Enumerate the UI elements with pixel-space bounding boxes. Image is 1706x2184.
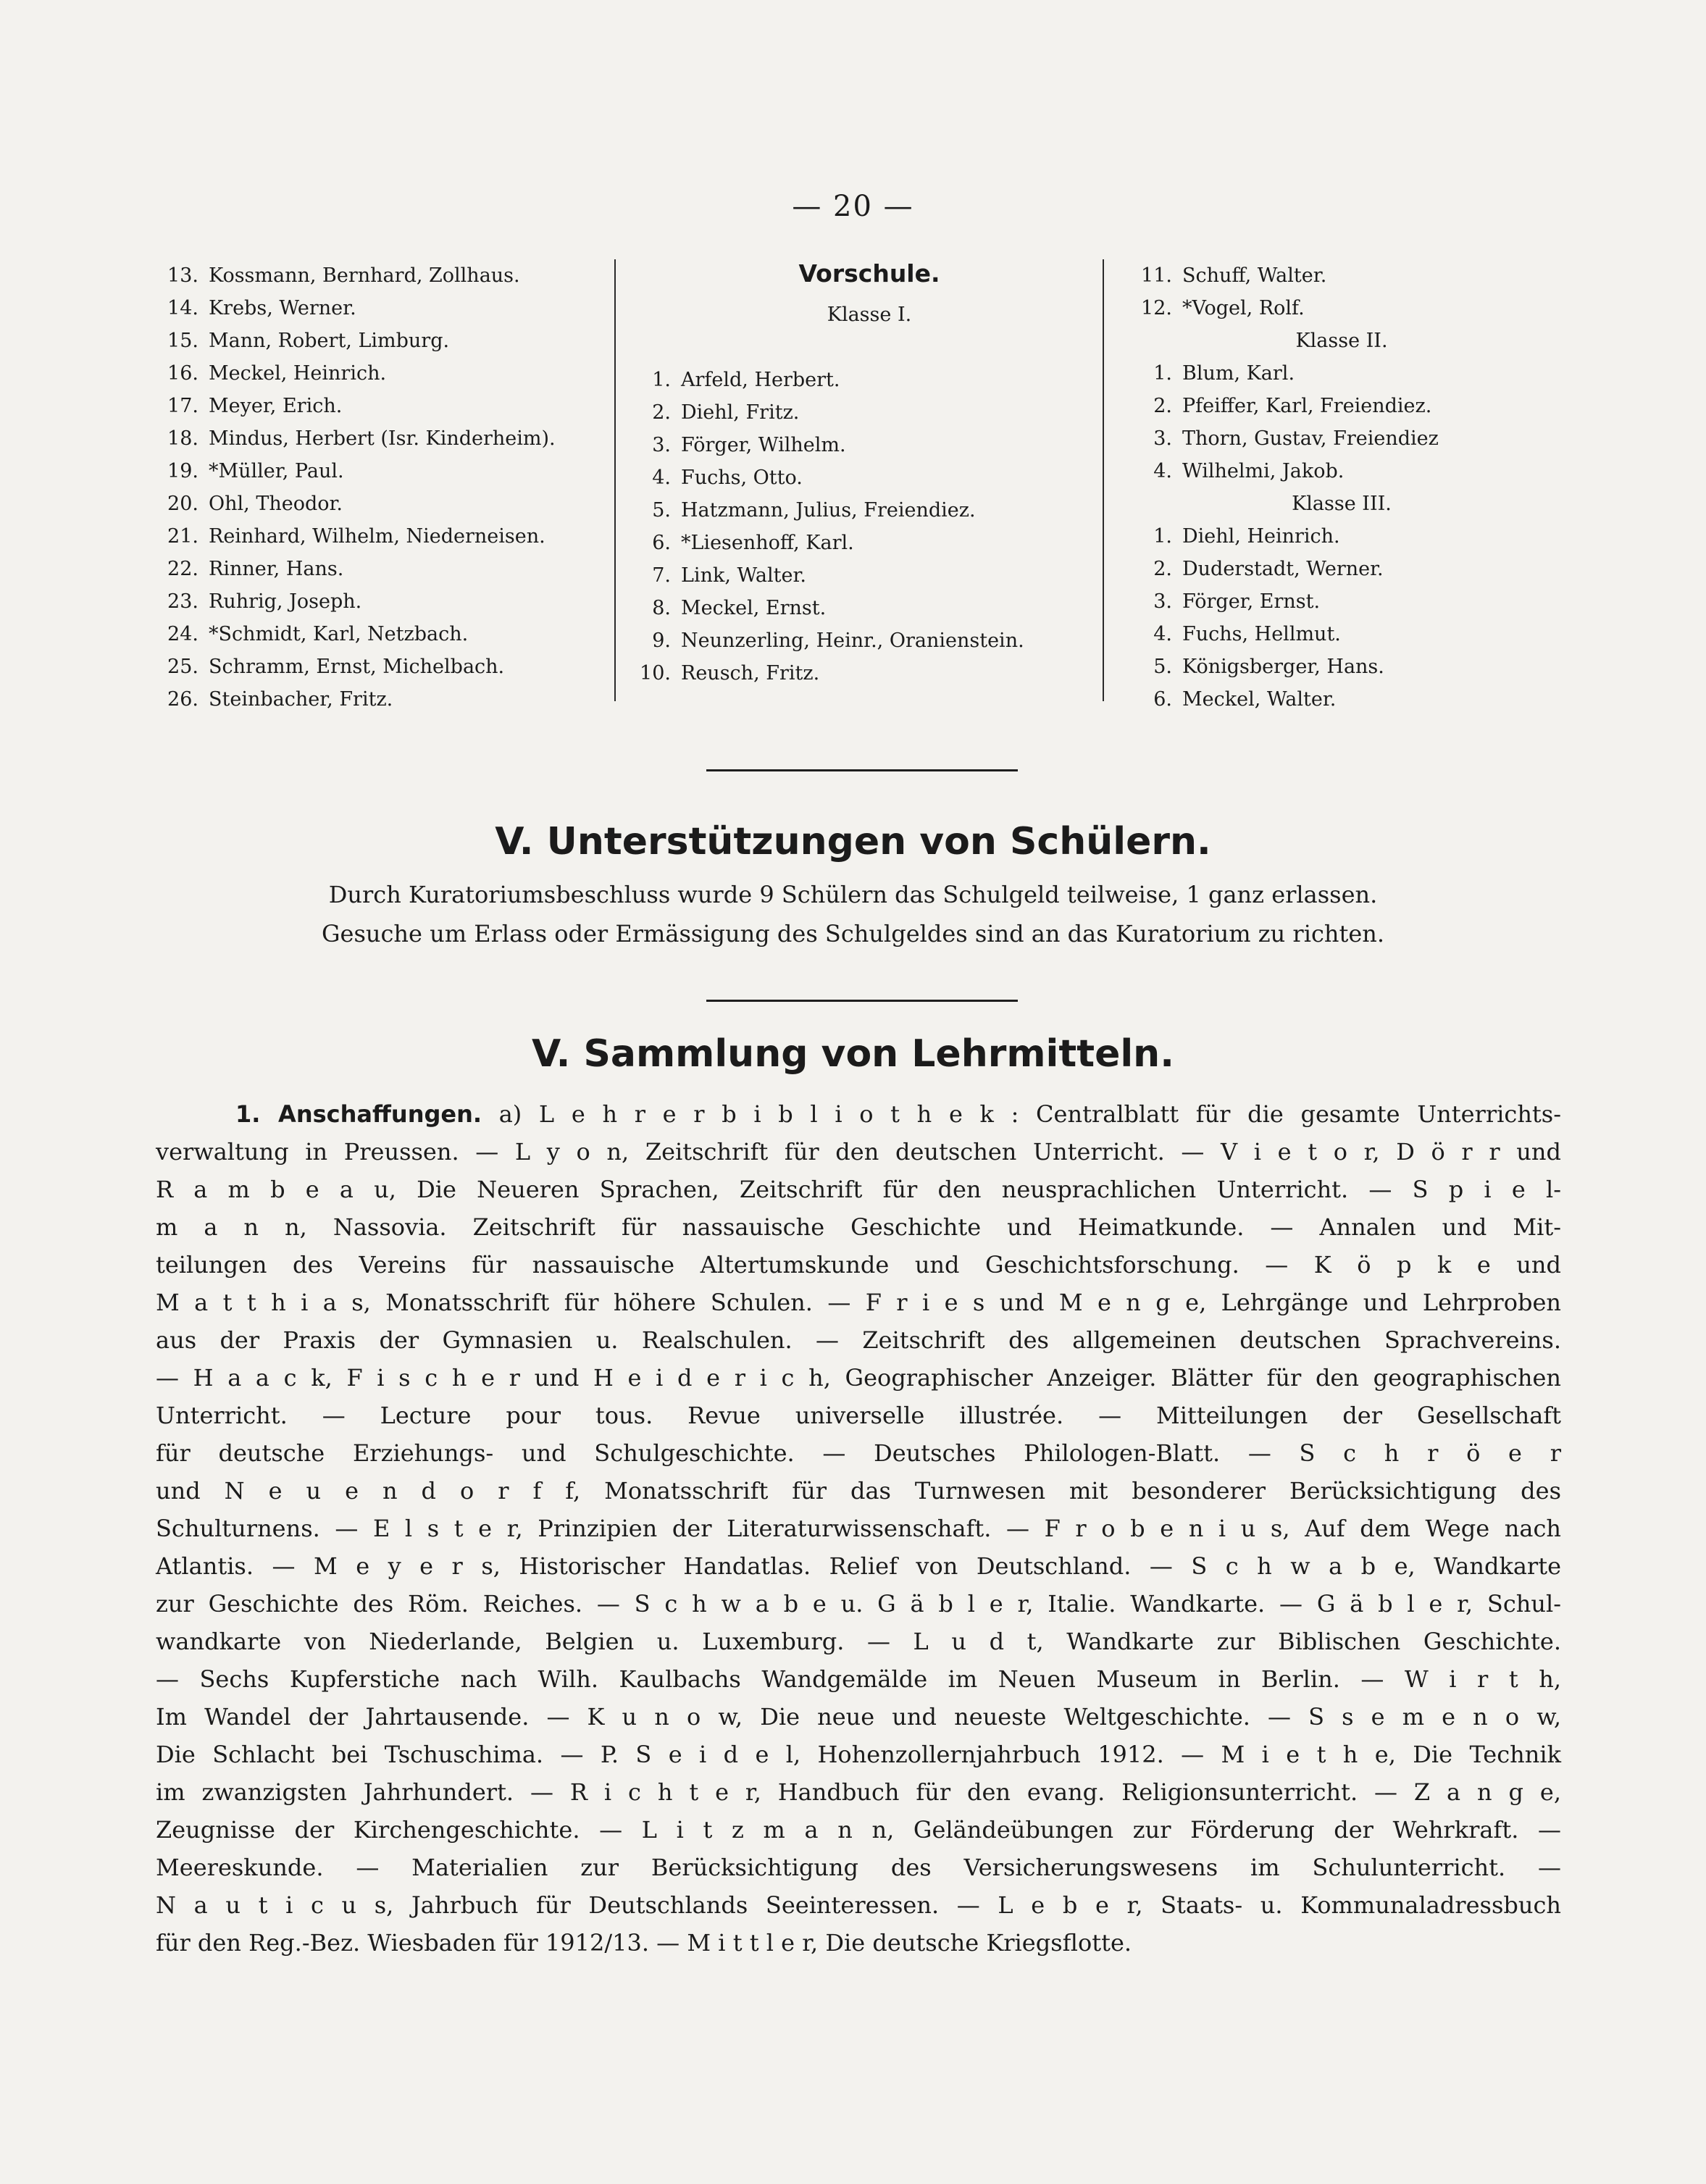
- student-entry: [165, 325, 600, 357]
- materials-line: wandkarte von Niederlande, Belgien u. Luxemburg. — L u d t, Wandkarte zur Biblischen Geschichte.: [156, 1628, 1561, 1655]
- entry-number: 9.: [652, 629, 671, 652]
- student-name: Meckel, Ernst.: [681, 597, 827, 619]
- section-rule: [706, 769, 1018, 771]
- entry-number: 26.: [167, 688, 198, 711]
- materials-line: — H a a c k, F i s c h e r und H e i d e r i c h, Geographischer Anzeiger. Blätter für den geographischen: [156, 1364, 1561, 1392]
- student-name: Steinbacher, Fritz.: [209, 688, 393, 711]
- entry-number: 14.: [167, 297, 198, 319]
- student-name: *Schmidt, Karl, Netzbach.: [209, 623, 469, 645]
- materials-line: für deutsche Erziehungs- und Schulgeschichte. — Deutsches Philologen-Blatt. — S c h r ö e r: [156, 1439, 1561, 1467]
- student-name: Blum, Karl.: [1182, 362, 1295, 385]
- materials-line: teilungen des Vereins für nassauische Altertumskunde und Geschichtsforschung. — K ö p k e und: [156, 1251, 1561, 1279]
- entry-number: 24.: [167, 623, 198, 645]
- entry-number: 4.: [1153, 623, 1172, 645]
- student-entry: [637, 396, 1101, 429]
- column-divider: [614, 259, 616, 701]
- student-entry: [1139, 585, 1544, 618]
- entry-number: 19.: [167, 460, 198, 482]
- student-entry: [1139, 259, 1544, 292]
- entry-number: 3.: [1153, 590, 1172, 613]
- entry-number: 11.: [1141, 264, 1172, 287]
- materials-first-line: [156, 1095, 1561, 1133]
- student-name: Duderstadt, Werner.: [1182, 558, 1384, 580]
- student-entry: [165, 553, 600, 585]
- materials-line: für den Reg.-Bez. Wiesbaden für 1912/13. — M i t t l e r, Die deutsche Kriegsflotte.: [156, 1929, 1132, 1957]
- entry-number: 4.: [652, 466, 671, 489]
- materials-line: — Sechs Kupferstiche nach Wilh. Kaulbachs Wandgemälde im Neuen Museum in Berlin. — W i r t h,: [156, 1665, 1561, 1693]
- materials-line: Zeugnisse der Kirchengeschichte. — L i t z m a n n, Geländeübungen zur Förderung der Wehrkraft. —: [156, 1816, 1561, 1844]
- student-entry: [165, 259, 600, 292]
- support-line-2: Gesuche um Erlass oder Ermässigung des Schulgeldes sind an das Kuratorium zu richten.: [321, 920, 1385, 947]
- materials-line: N a u t i c u s, Jahrbuch für Deutschlands Seeinteressen. — L e b e r, Staats- u. Kommunaladressbuch: [156, 1891, 1561, 1919]
- student-name: Neunzerling, Heinr., Oranienstein.: [681, 629, 1024, 652]
- student-name: Reinhard, Wilhelm, Niederneisen.: [209, 525, 545, 548]
- student-entry: [165, 618, 600, 650]
- materials-paragraph: [156, 1095, 1561, 1962]
- entry-number: 1.: [1153, 525, 1172, 548]
- entry-number: 1.: [652, 369, 671, 391]
- entry-number: 10.: [640, 662, 671, 685]
- student-entry: [637, 559, 1101, 592]
- section-rule: [706, 1000, 1018, 1002]
- entry-number: 12.: [1141, 297, 1172, 319]
- materials-line: Die Schlacht bei Tschuschima. — P. S e i d e l, Hohenzollernjahrbuch 1912. — M i e t h e, Die Technik: [156, 1741, 1561, 1768]
- student-entry: [165, 390, 600, 422]
- entry-number: 4.: [1153, 460, 1172, 482]
- student-entry: [165, 683, 600, 716]
- materials-line: Atlantis. — M e y e r s, Historischer Handatlas. Relief von Deutschland. — S c h w a b e, Wandkarte: [156, 1552, 1561, 1580]
- entry-number: 17.: [167, 395, 198, 417]
- student-entry: [1139, 650, 1544, 683]
- materials-line: R a m b e a u, Die Neueren Sprachen, Zeitschrift für den neusprachlichen Unterricht. — S p i e l-: [156, 1176, 1561, 1203]
- materials-first-line-text: a) L e h r e r b i b l i o t h e k : Centralblatt für die gesamte Unterrichts-: [498, 1100, 1562, 1128]
- klasse-1-label: Klasse I.: [827, 304, 912, 326]
- materials-line: und N e u e n d o r f f, Monatsschrift für das Turnwesen mit besonderer Berücksichtigung des: [156, 1477, 1561, 1505]
- student-name: Meckel, Heinrich.: [209, 362, 387, 385]
- student-name: Förger, Wilhelm.: [681, 434, 846, 456]
- student-name: Förger, Ernst.: [1182, 590, 1321, 613]
- entry-number: 16.: [167, 362, 198, 385]
- support-line-1: Durch Kuratoriumsbeschluss wurde 9 Schülern das Schulgeld teilweise, 1 ganz erlassen.: [328, 881, 1378, 908]
- student-entry: [637, 461, 1101, 494]
- materials-line: verwaltung in Preussen. — L y o n, Zeitschrift für den deutschen Unterricht. — V i e t o r, D ö r r und: [156, 1138, 1561, 1166]
- student-entry: [1139, 422, 1544, 455]
- student-entry: [165, 650, 600, 683]
- student-name: *Vogel, Rolf.: [1182, 297, 1305, 319]
- student-name: Rinner, Hans.: [209, 558, 344, 580]
- materials-line: M a t t h i a s, Monatsschrift für höhere Schulen. — F r i e s und M e n g e, Lehrgänge und Lehrproben: [156, 1289, 1561, 1316]
- student-name: Ohl, Theodor.: [209, 493, 343, 515]
- student-entry: [637, 364, 1101, 396]
- entry-number: 22.: [167, 558, 198, 580]
- page-number: — 20 —: [792, 190, 914, 223]
- materials-line: Im Wandel der Jahrtausende. — K u n o w, Die neue und neueste Weltgeschichte. — S s e m e n o w,: [156, 1703, 1561, 1731]
- student-list-continued: [165, 259, 600, 716]
- student-entry: [1139, 618, 1544, 650]
- student-name: Wilhelmi, Jakob.: [1182, 460, 1345, 482]
- student-entry: [1139, 520, 1544, 553]
- klasse-3-label: Klasse III.: [1292, 493, 1392, 515]
- student-name: Meckel, Walter.: [1182, 688, 1337, 711]
- student-name: Krebs, Werner.: [209, 297, 356, 319]
- student-entry: [165, 455, 600, 488]
- student-name: Fuchs, Hellmut.: [1182, 623, 1341, 645]
- vorschule-title: Vorschule.: [798, 259, 940, 288]
- student-name: Schuff, Walter.: [1182, 264, 1327, 287]
- materials-line: aus der Praxis der Gymnasien u. Realschulen. — Zeitschrift des allgemeinen deutschen Sprachvereins.: [156, 1326, 1561, 1354]
- student-entry: [637, 527, 1101, 559]
- entry-number: 2.: [652, 401, 671, 424]
- entry-number: 25.: [167, 656, 198, 678]
- vorschule-klasse-2-3: [1139, 259, 1544, 716]
- student-entry: [165, 520, 600, 553]
- entry-number: 6.: [1153, 688, 1172, 711]
- student-name: Pfeiffer, Karl, Freiendiez.: [1182, 395, 1432, 417]
- entry-number: 6.: [652, 532, 671, 554]
- student-entry: [1139, 390, 1544, 422]
- student-entry: [637, 592, 1101, 624]
- student-name: Schramm, Ernst, Michelbach.: [209, 656, 505, 678]
- student-entry: [1139, 292, 1544, 325]
- materials-line: Unterricht. — Lecture pour tous. Revue universelle illustrée. — Mitteilungen der Gesellschaft: [156, 1402, 1561, 1429]
- student-entry: [165, 292, 600, 325]
- student-name: Königsberger, Hans.: [1182, 656, 1384, 678]
- student-name: *Müller, Paul.: [209, 460, 344, 482]
- student-name: *Liesenhoff, Karl.: [681, 532, 854, 554]
- student-entry: [1139, 455, 1544, 488]
- student-name: Ruhrig, Joseph.: [209, 590, 362, 613]
- klasse-2-label: Klasse II.: [1295, 330, 1388, 352]
- student-name: Reusch, Fritz.: [681, 662, 820, 685]
- student-entry: [165, 488, 600, 520]
- entry-number: 15.: [167, 330, 198, 352]
- entry-number: 23.: [167, 590, 198, 613]
- student-name: Mann, Robert, Limburg.: [209, 330, 450, 352]
- entry-number: 5.: [1153, 656, 1172, 678]
- entry-number: 2.: [1153, 558, 1172, 580]
- entry-number: 20.: [167, 493, 198, 515]
- student-entry: [637, 429, 1101, 461]
- entry-number: 7.: [652, 564, 671, 587]
- entry-number: 1.: [1153, 362, 1172, 385]
- student-name: Diehl, Heinrich.: [1182, 525, 1340, 548]
- student-name: Link, Walter.: [681, 564, 806, 587]
- materials-line: Schulturnens. — E l s t e r, Prinzipien der Literaturwissenschaft. — F r o b e n i u s, Auf dem Wege nach: [156, 1515, 1561, 1542]
- section-support-title: V. Unterstützungen von Schülern.: [495, 820, 1211, 863]
- entry-number: 13.: [167, 264, 198, 287]
- student-name: Kossmann, Bernhard, Zollhaus.: [209, 264, 520, 287]
- student-name: Diehl, Fritz.: [681, 401, 800, 424]
- entry-number: 3.: [652, 434, 671, 456]
- vorschule-klasse-1: [637, 259, 1101, 690]
- student-name: Thorn, Gustav, Freiendiez: [1182, 427, 1439, 450]
- column-divider: [1103, 259, 1104, 701]
- student-name: Hatzmann, Julius, Freiendiez.: [681, 499, 976, 522]
- student-name: Arfeld, Herbert.: [681, 369, 840, 391]
- materials-line: m a n n, Nassovia. Zeitschrift für nassauische Geschichte und Heimatkunde. — Annalen und Mit-: [156, 1213, 1561, 1241]
- student-entry: [165, 585, 600, 618]
- student-name: Fuchs, Otto.: [681, 466, 803, 489]
- student-name: Meyer, Erich.: [209, 395, 343, 417]
- student-entry: [637, 657, 1101, 690]
- student-entry: [165, 422, 600, 455]
- entry-number: 8.: [652, 597, 671, 619]
- materials-line: Meereskunde. — Materialien zur Berücksichtigung des Versicherungswesens im Schulunterricht. —: [156, 1854, 1561, 1881]
- entry-number: 5.: [652, 499, 671, 522]
- materials-line: im zwanzigsten Jahrhundert. — R i c h t e r, Handbuch für den evang. Religionsunterricht. — Z a n g e,: [156, 1778, 1561, 1806]
- anschaffungen-heading: 1. Anschaffungen.: [235, 1100, 482, 1128]
- entry-number: 2.: [1153, 395, 1172, 417]
- student-name: Mindus, Herbert (Isr. Kinderheim).: [209, 427, 556, 450]
- student-entry: [1139, 683, 1544, 716]
- entry-number: 21.: [167, 525, 198, 548]
- student-entry: [637, 624, 1101, 657]
- section-materials-title: V. Sammlung von Lehrmitteln.: [532, 1032, 1174, 1076]
- student-entry: [1139, 553, 1544, 585]
- entry-number: 18.: [167, 427, 198, 450]
- student-entry: [637, 494, 1101, 527]
- student-entry: [165, 357, 600, 390]
- student-entry: [1139, 357, 1544, 390]
- materials-line: zur Geschichte des Röm. Reiches. — S c h w a b e u. G ä b l e r, Italie. Wandkarte. — G ä b l e r, Schul-: [156, 1590, 1561, 1618]
- entry-number: 3.: [1153, 427, 1172, 450]
